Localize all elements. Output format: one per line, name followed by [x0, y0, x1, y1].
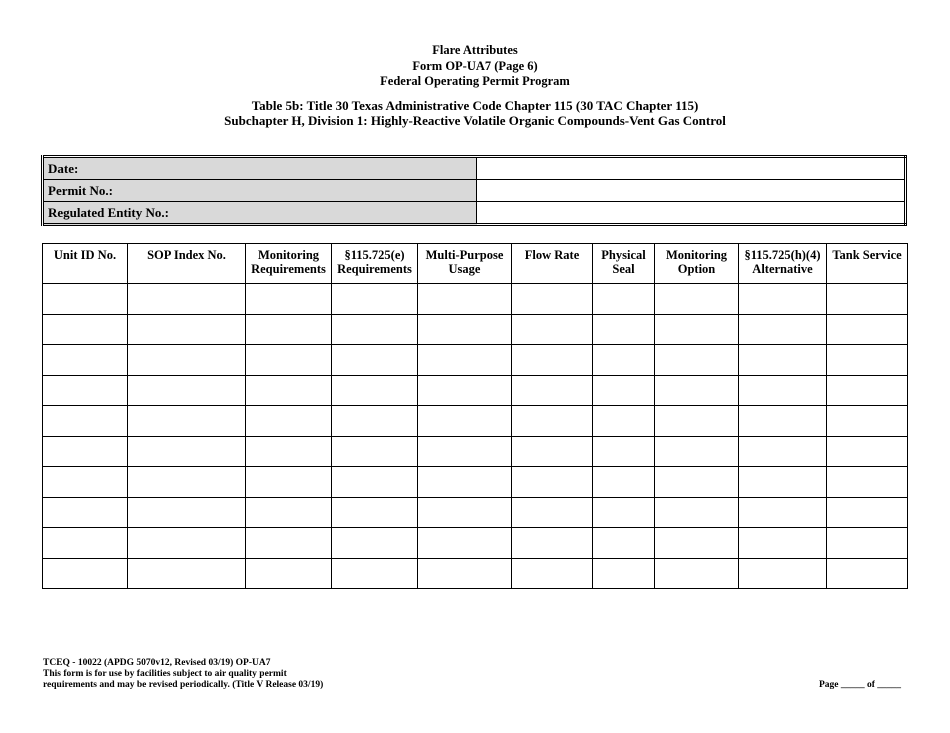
table-cell[interactable] [739, 436, 827, 467]
table-cell[interactable] [418, 467, 512, 498]
table-cell[interactable] [512, 467, 593, 498]
table-cell[interactable] [593, 314, 655, 345]
table-cell[interactable] [827, 345, 908, 376]
footer-line-3: requirements and may be revised periodically. (Title V Release 03/19) [43, 680, 324, 690]
table-cell[interactable] [332, 528, 418, 559]
table-cell[interactable] [128, 375, 246, 406]
table-title-line-1: Table 5b: Title 30 Texas Administrative Code Chapter 115 (30 TAC Chapter 115) [251, 97, 699, 113]
table-cell[interactable] [418, 528, 512, 559]
table-cell[interactable] [418, 375, 512, 406]
table-cell[interactable] [246, 528, 332, 559]
table-cell[interactable] [43, 345, 128, 376]
table-cell[interactable] [512, 284, 593, 315]
column-header-line-1: Unit ID No. [53, 248, 117, 262]
table-cell[interactable] [593, 345, 655, 376]
table-row [43, 345, 908, 376]
table-cell[interactable] [128, 406, 246, 437]
table-cell[interactable] [827, 314, 908, 345]
table-cell[interactable] [739, 528, 827, 559]
table-cell[interactable] [43, 406, 128, 437]
table-cell[interactable] [332, 558, 418, 589]
table-cell[interactable] [332, 436, 418, 467]
table-cell[interactable] [246, 467, 332, 498]
table-cell[interactable] [246, 497, 332, 528]
column-header-row [43, 244, 908, 284]
table-cell[interactable] [128, 284, 246, 315]
table-cell[interactable] [593, 436, 655, 467]
table-body [43, 284, 908, 589]
column-header [246, 244, 332, 284]
column-header [128, 244, 246, 284]
table-cell[interactable] [739, 375, 827, 406]
flare-attributes-table [42, 243, 908, 589]
table-cell[interactable] [43, 467, 128, 498]
column-header-line-1: §115.725(e) [344, 248, 405, 262]
table-cell[interactable] [512, 558, 593, 589]
table-cell[interactable] [739, 314, 827, 345]
column-header-line-1: Multi-Purpose [425, 248, 504, 262]
table-cell[interactable] [593, 284, 655, 315]
table-cell[interactable] [332, 406, 418, 437]
column-header-line-2: Seal [612, 262, 635, 276]
table-cell[interactable] [827, 558, 908, 589]
table-cell[interactable] [593, 497, 655, 528]
table-cell[interactable] [739, 345, 827, 376]
table-cell[interactable] [655, 436, 739, 467]
table-cell[interactable] [512, 528, 593, 559]
column-header-line-1: SOP Index No. [147, 248, 226, 262]
table-cell[interactable] [827, 467, 908, 498]
column-header-line-1: §115.725(h)(4) [744, 248, 821, 262]
table-cell[interactable] [827, 436, 908, 467]
table-cell[interactable] [655, 406, 739, 437]
form-number: Form OP-UA7 (Page 6) [412, 58, 538, 73]
column-header [593, 244, 655, 284]
table-cell[interactable] [593, 528, 655, 559]
info-row-date [43, 157, 906, 180]
column-header [418, 244, 512, 284]
table-cell[interactable] [246, 406, 332, 437]
table-row [43, 467, 908, 498]
column-header-line-2: Alternative [752, 262, 813, 276]
form-footer [43, 658, 323, 691]
column-header-line-2: Option [677, 262, 716, 276]
column-header [827, 244, 908, 284]
table-cell[interactable] [418, 436, 512, 467]
table-cell[interactable] [512, 375, 593, 406]
table-cell[interactable] [128, 345, 246, 376]
table-cell[interactable] [739, 406, 827, 437]
column-header-line-2: Requirements [337, 262, 412, 276]
table-row [43, 436, 908, 467]
table-row [43, 284, 908, 315]
form-title: Flare Attributes [432, 43, 518, 57]
column-header-line-1: Physical [601, 248, 646, 262]
table-cell[interactable] [655, 467, 739, 498]
table-cell[interactable] [246, 558, 332, 589]
table-cell[interactable] [739, 467, 827, 498]
footer-line-1: TCEQ - 10022 (APDG 5070v12, Revised 03/19) OP-UA7 [43, 658, 271, 668]
column-header [655, 244, 739, 284]
table-cell[interactable] [655, 558, 739, 589]
table-cell[interactable] [655, 314, 739, 345]
table-cell[interactable] [418, 497, 512, 528]
column-header [739, 244, 827, 284]
table-cell[interactable] [655, 375, 739, 406]
column-header-line-2: Requirements [251, 262, 326, 276]
table-cell[interactable] [43, 528, 128, 559]
table-cell[interactable] [246, 436, 332, 467]
table-cell[interactable] [593, 558, 655, 589]
table-row [43, 497, 908, 528]
column-header [512, 244, 593, 284]
table-cell[interactable] [655, 497, 739, 528]
table-cell[interactable] [512, 314, 593, 345]
table-cell[interactable] [739, 497, 827, 528]
regulated-entity-field[interactable] [477, 202, 906, 225]
table-cell[interactable] [128, 528, 246, 559]
table-cell[interactable] [655, 345, 739, 376]
regulated-entity-label: Regulated Entity No.: [43, 202, 477, 225]
table-cell[interactable] [655, 284, 739, 315]
table-cell[interactable] [418, 284, 512, 315]
table-cell[interactable] [43, 314, 128, 345]
table-row [43, 314, 908, 345]
info-row-entity [43, 202, 906, 225]
table-cell[interactable] [512, 436, 593, 467]
table-cell[interactable] [739, 558, 827, 589]
table-cell[interactable] [739, 284, 827, 315]
table-cell[interactable] [43, 497, 128, 528]
column-header [43, 244, 128, 284]
table-cell[interactable] [332, 314, 418, 345]
table-cell[interactable] [593, 467, 655, 498]
table-cell[interactable] [246, 375, 332, 406]
program-name: Federal Operating Permit Program [380, 74, 570, 88]
table-cell[interactable] [332, 284, 418, 315]
table-cell[interactable] [246, 345, 332, 376]
table-cell[interactable] [512, 345, 593, 376]
table-cell[interactable] [128, 558, 246, 589]
table-cell[interactable] [128, 467, 246, 498]
permit-no-field[interactable] [477, 180, 906, 202]
table-cell[interactable] [332, 345, 418, 376]
table-cell[interactable] [827, 284, 908, 315]
table-cell[interactable] [827, 375, 908, 406]
table-cell[interactable] [512, 497, 593, 528]
info-table [41, 155, 907, 226]
column-header [332, 244, 418, 284]
column-header-line-1: Monitoring [665, 248, 728, 262]
table-cell[interactable] [827, 406, 908, 437]
permit-no-label: Permit No.: [43, 180, 477, 202]
table-cell[interactable] [418, 314, 512, 345]
table-cell[interactable] [655, 528, 739, 559]
column-header-line-1: Monitoring [257, 248, 320, 262]
table-row [43, 375, 908, 406]
table-cell[interactable] [827, 528, 908, 559]
table-cell[interactable] [128, 314, 246, 345]
table-cell[interactable] [827, 497, 908, 528]
table-row [43, 558, 908, 589]
footer-line-2: This form is for use by facilities subject to air quality permit [43, 669, 287, 679]
table-title-line-2: Subchapter H, Division 1: Highly-Reactive Volatile Organic Compounds-Vent Gas Control [224, 113, 726, 128]
table-cell[interactable] [593, 375, 655, 406]
form-header [0, 43, 950, 129]
column-header-line-1: Tank Service [832, 248, 902, 262]
date-field[interactable] [477, 157, 906, 180]
table-cell[interactable] [418, 345, 512, 376]
table-cell[interactable] [332, 375, 418, 406]
table-cell[interactable] [43, 284, 128, 315]
column-header-line-1: Flow Rate [524, 248, 580, 262]
table-cell[interactable] [246, 284, 332, 315]
table-cell[interactable] [43, 558, 128, 589]
table-cell[interactable] [332, 467, 418, 498]
table-cell[interactable] [332, 497, 418, 528]
table-cell[interactable] [128, 497, 246, 528]
table-row [43, 406, 908, 437]
date-label: Date: [43, 157, 477, 180]
table-cell[interactable] [418, 406, 512, 437]
table-cell[interactable] [512, 406, 593, 437]
info-row-permit [43, 180, 906, 202]
column-header-line-2: Usage [448, 262, 481, 276]
table-row [43, 528, 908, 559]
table-cell[interactable] [43, 375, 128, 406]
table-cell[interactable] [128, 436, 246, 467]
table-cell[interactable] [418, 558, 512, 589]
table-cell[interactable] [593, 406, 655, 437]
table-cell[interactable] [43, 436, 128, 467]
table-cell[interactable] [246, 314, 332, 345]
page-number: Page _____ of _____ [818, 680, 901, 690]
